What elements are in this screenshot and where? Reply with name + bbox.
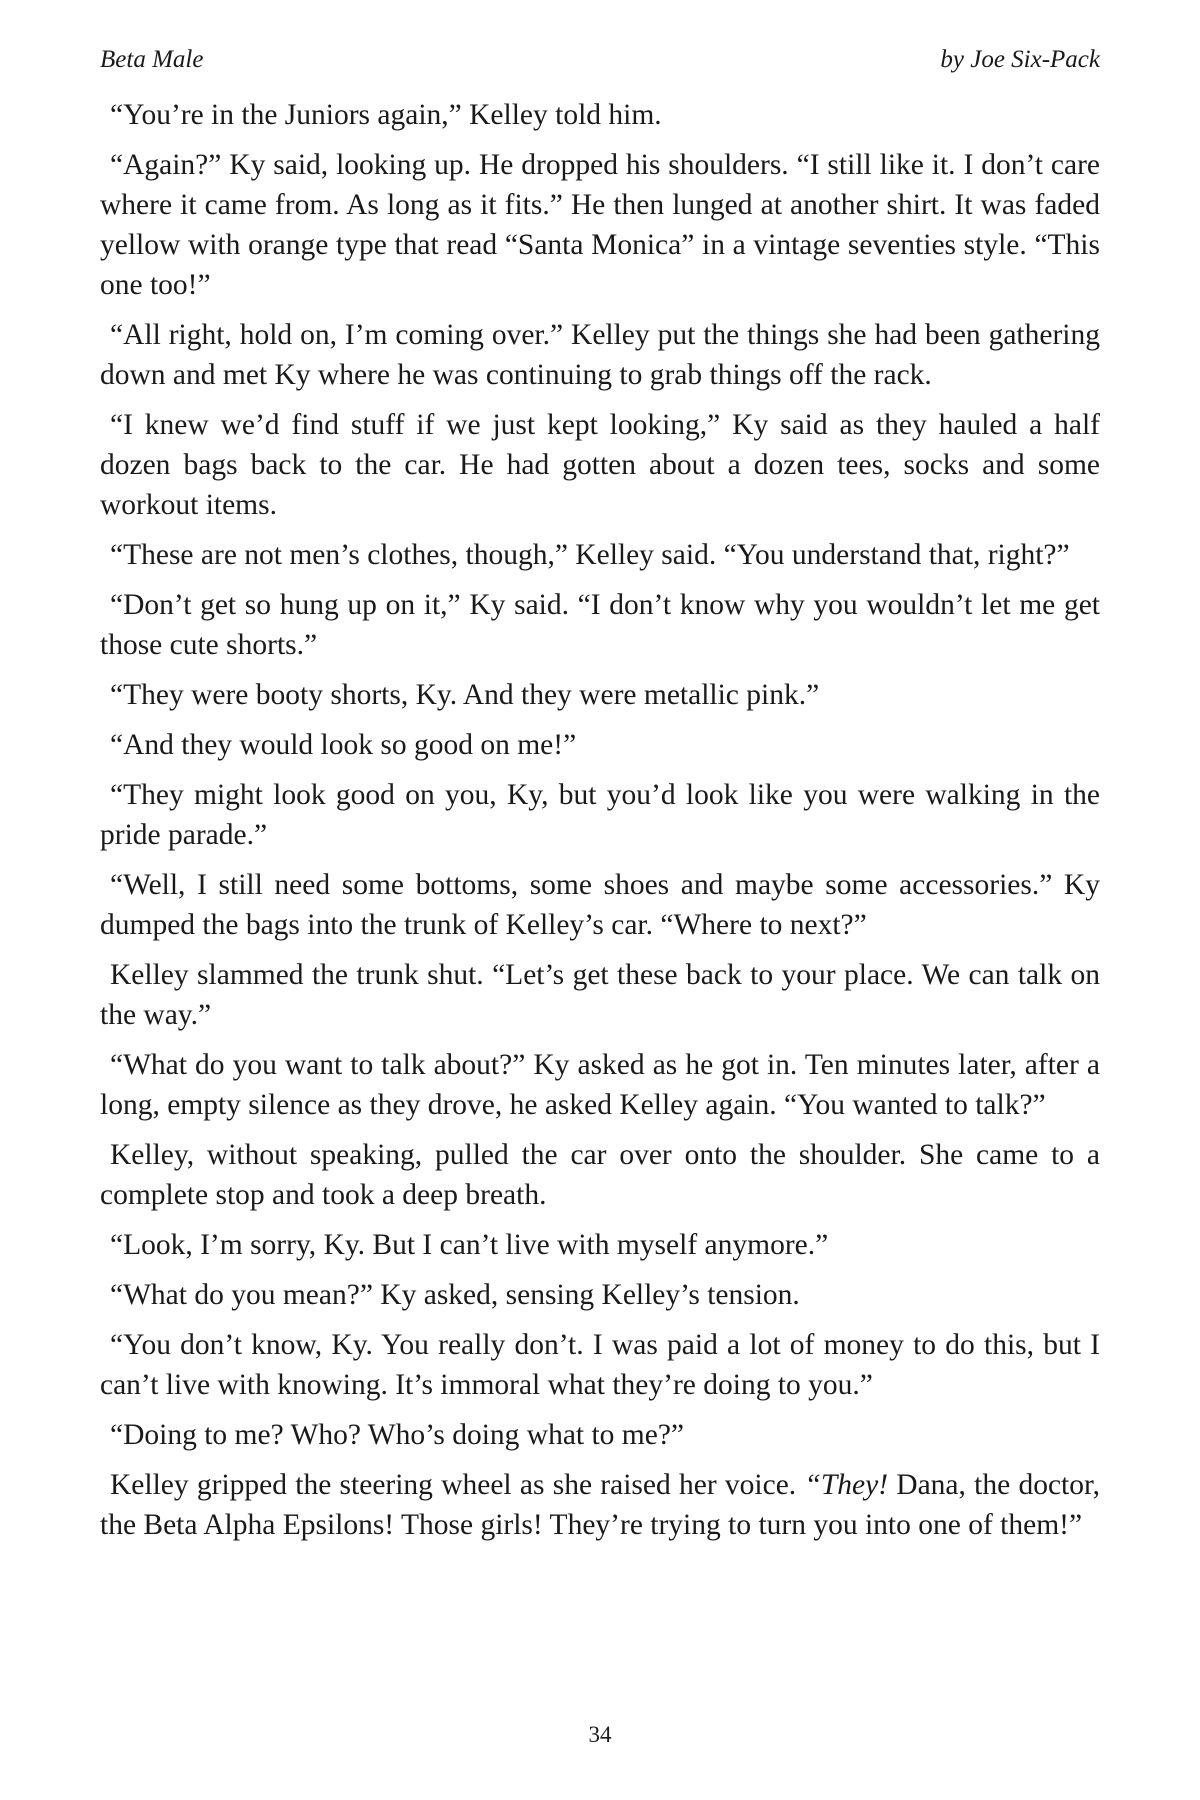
paragraph: “You don’t know, Ky. You really don’t. I was paid a lot of money to do this, but I can’t live with knowing. It’s immoral what they’re doing to you.” bbox=[100, 1329, 1100, 1401]
paragraph: “They were booty shorts, Ky. And they were metallic pink.” bbox=[110, 679, 820, 711]
paragraph: “What do you mean?” Ky asked, sensing Kelley’s tension. bbox=[110, 1279, 800, 1311]
paragraph: Kelley, without speaking, pulled the car over onto the shoulder. She came to a complete stop and took a deep breath. bbox=[100, 1139, 1100, 1211]
paragraph: “And they would look so good on me!” bbox=[110, 729, 577, 761]
body-text bbox=[100, 95, 1100, 1555]
paragraph: “Well, I still need some bottoms, some shoes and maybe some accessories.” Ky dumped the bags into the trunk of Kelley’s car. “Where to next?” bbox=[100, 869, 1100, 941]
page-number: 34 bbox=[588, 1722, 612, 1747]
book-author: by Joe Six-Pack bbox=[940, 46, 1100, 73]
paragraph: “Again?” Ky said, looking up. He dropped his shoulders. “I still like it. I don’t care where it came from. As long as it fits.” He then lunged at another shirt. It was faded yellow with orange type that read “Santa Monica” in a vintage seventies style. “This one too!” bbox=[100, 149, 1100, 301]
paragraph: “They might look good on you, Ky, but you’d look like you were walking in the pride parade.” bbox=[100, 779, 1100, 851]
emphasis-text: “They! bbox=[804, 1469, 889, 1501]
paragraph: “Look, I’m sorry, Ky. But I can’t live with myself anymore.” bbox=[110, 1229, 829, 1261]
paragraph: “All right, hold on, I’m coming over.” Kelley put the things she had been gathering down and met Ky where he was continuing to grab things off the rack. bbox=[100, 319, 1100, 391]
paragraph-text: Dana, the doctor, the Beta Alpha Epsilons! Those girls! They’re trying to turn you into one of them!” bbox=[100, 1469, 1100, 1541]
paragraph: “You’re in the Juniors again,” Kelley told him. bbox=[110, 99, 662, 131]
paragraph: “Don’t get so hung up on it,” Ky said. “I don’t know why you wouldn’t let me get those cute shorts.” bbox=[100, 589, 1100, 661]
paragraph: “I knew we’d find stuff if we just kept looking,” Ky said as they hauled a half dozen bags back to the car. He had gotten about a dozen tees, socks and some workout items. bbox=[100, 409, 1100, 521]
paragraph: “Doing to me? Who? Who’s doing what to me?” bbox=[110, 1419, 685, 1451]
paragraph-text: Kelley gripped the steering wheel as she raised her voice. bbox=[110, 1469, 805, 1501]
paragraph: “These are not men’s clothes, though,” Kelley said. “You understand that, right?” bbox=[110, 539, 1070, 571]
running-header bbox=[100, 46, 1100, 86]
paragraph-last bbox=[100, 1465, 1100, 1545]
paragraph: Kelley slammed the trunk shut. “Let’s get these back to your place. We can talk on the way.” bbox=[100, 959, 1100, 1031]
book-title: Beta Male bbox=[100, 46, 204, 73]
paragraph: “What do you want to talk about?” Ky asked as he got in. Ten minutes later, after a long, empty silence as they drove, he asked Kelley again. “You wanted to talk?” bbox=[100, 1049, 1100, 1121]
